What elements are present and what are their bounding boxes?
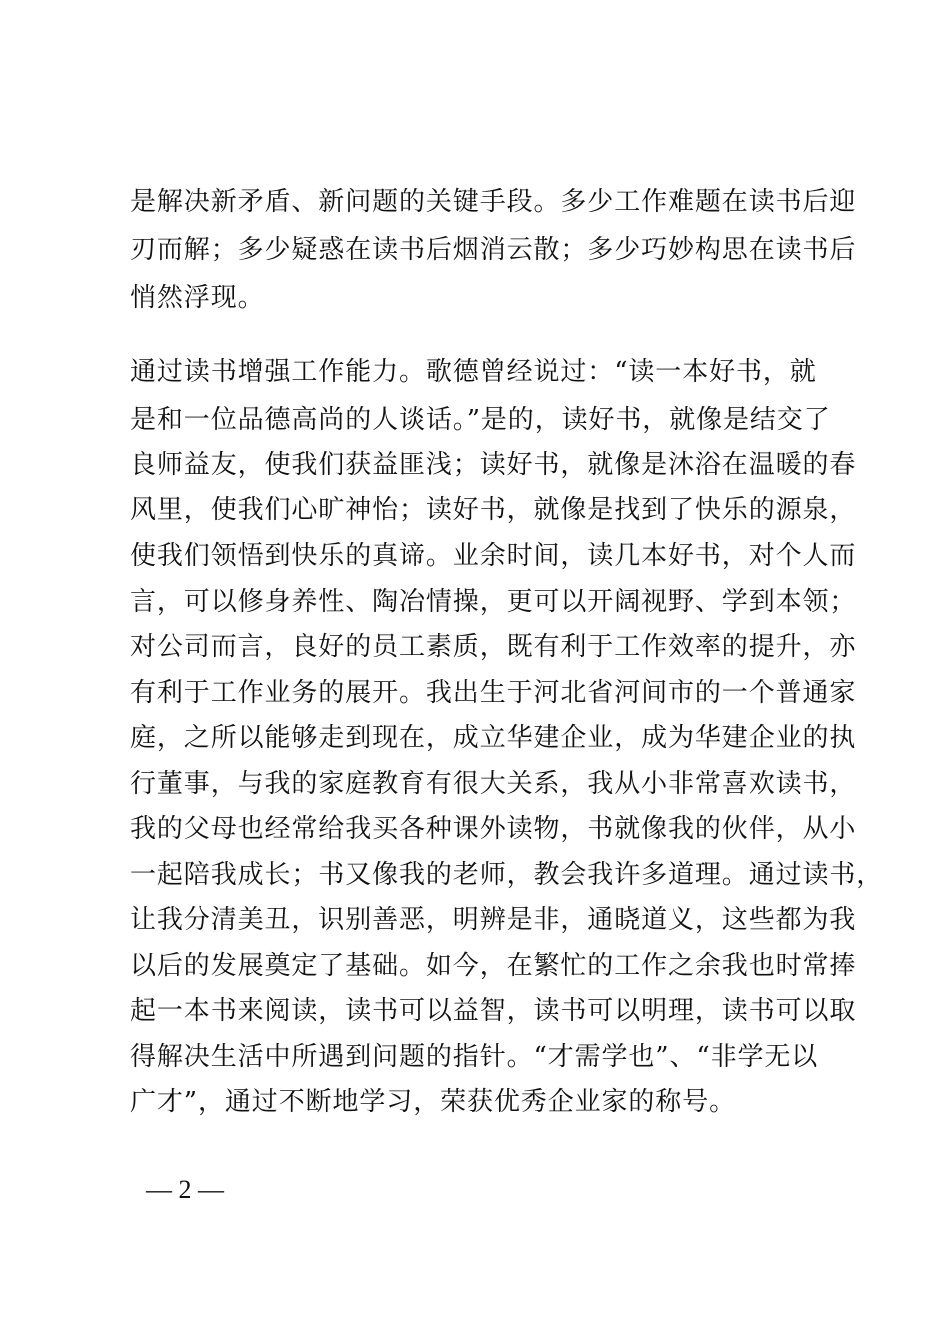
text-line: 是和一位品德高尚的人谈话。”是的，读好书，就像是结交了: [130, 405, 831, 435]
text-line: 得解决生活中所遇到问题的指针。“才需学也”、“非学无以: [130, 1042, 819, 1072]
text-line: 一起陪我成长；书又像我的老师，教会我许多道理。通过读书，: [130, 860, 884, 890]
text-line: 行董事，与我的家庭教育有很大关系，我从小非常喜欢读书，: [130, 769, 857, 799]
text-line: 对公司而言，良好的员工素质，既有利于工作效率的提升，亦: [130, 632, 857, 662]
text-line: 风里，使我们心旷神怡；读好书，就像是找到了快乐的源泉，: [130, 495, 857, 525]
text-line: 我的父母也经常给我买各种课外读物，书就像我的伙伴，从小: [130, 814, 857, 844]
text-line: 良师益友，使我们获益匪浅；读好书，就像是沐浴在温暖的春: [130, 450, 857, 480]
text-line: 以后的发展奠定了基础。如今，在繁忙的工作之余我也时常捧: [130, 951, 857, 981]
text-line: 起一本书来阅读，读书可以益智，读书可以明理，读书可以取: [130, 996, 857, 1026]
text-line: 是解决新矛盾、新问题的关键手段。多少工作难题在读书后迎: [130, 187, 857, 217]
text-line: 通过读书增强工作能力。歌德曾经说过：“读一本好书，就: [130, 357, 817, 387]
text-line: 言，可以修身养性、陶冶情操，更可以开阔视野、学到本领；: [130, 587, 857, 617]
page-number: — 2 —: [146, 1175, 224, 1204]
text-line: 让我分清美丑，识别善恶，明辨是非，通晓道义，这些都为我: [130, 905, 857, 935]
text-line: 广才”，通过不断地学习，荣获优秀企业家的称号。: [130, 1087, 736, 1117]
text-line: 有利于工作业务的展开。我出生于河北省河间市的一个普通家: [130, 678, 857, 708]
text-line: 使我们领悟到快乐的真谛。业余时间，读几本好书，对个人而: [130, 541, 857, 571]
text-line: 悄然浮现。: [130, 283, 265, 313]
text-line: 刃而解；多少疑惑在读书后烟消云散；多少巧妙构思在读书后: [130, 235, 857, 265]
text-line: 庭，之所以能够走到现在，成立华建企业，成为华建企业的执: [130, 723, 857, 753]
